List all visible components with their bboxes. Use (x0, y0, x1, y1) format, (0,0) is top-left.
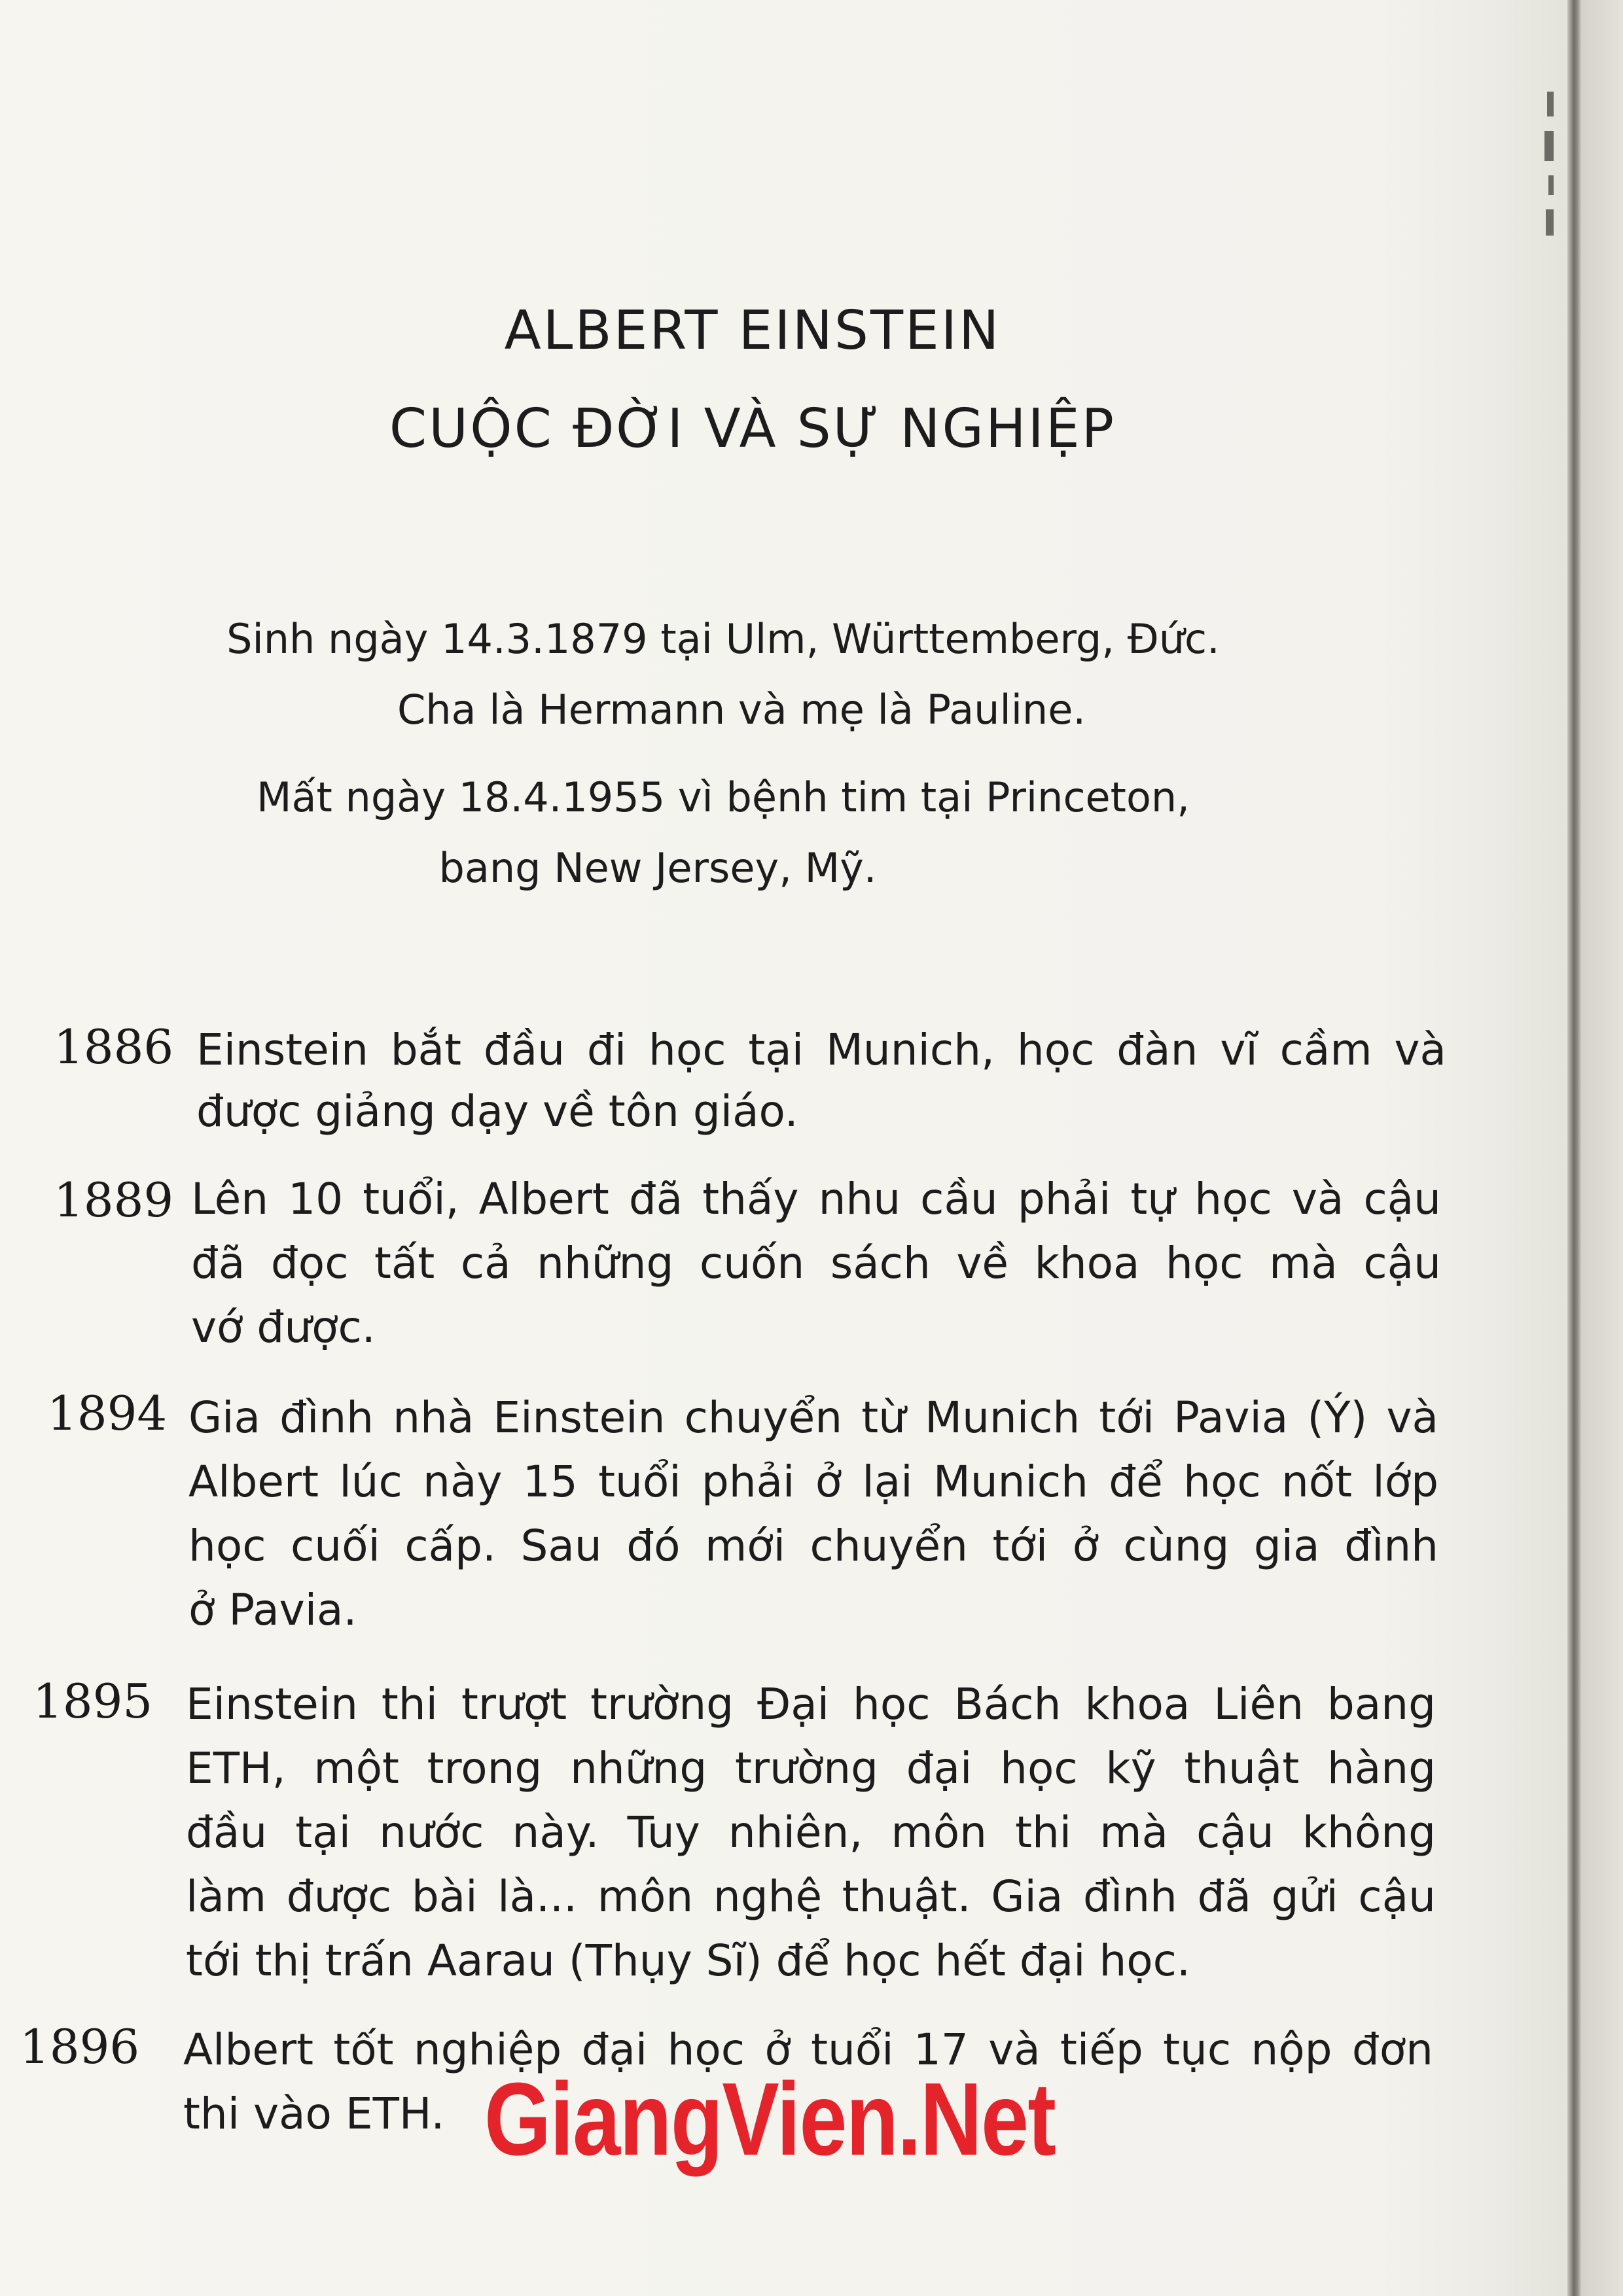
intro-line-1: Sinh ngày 14.3.1879 tại Ulm, Württemberg, Đức. (226, 615, 1220, 663)
entry-line: làm được bài là... môn nghệ thuật. Gia đình đã gửi cậu (186, 1871, 1436, 1922)
watermark: GiangVien.Net (484, 2062, 1056, 2177)
entry-year: 1895 (33, 1674, 153, 1729)
entry-line: ở Pavia. (188, 1585, 357, 1635)
title-line-2: CUỘC ĐỜI VÀ SỰ NGHIỆP (389, 398, 1116, 460)
entry-line: vớ được. (191, 1302, 376, 1352)
entry-year: 1896 (20, 2019, 140, 2074)
entry-line: đã đọc tất cả những cuốn sách về khoa học mà cậu (191, 1238, 1441, 1288)
entry-line: đầu tại nước này. Tuy nhiên, môn thi mà cậu không (186, 1807, 1436, 1858)
entry-line: Einstein thi trượt trường Đại học Bách khoa Liên bang (186, 1679, 1436, 1729)
entry-year: 1889 (54, 1173, 174, 1227)
entry-year: 1894 (47, 1386, 168, 1441)
entry-line: tới thị trấn Aarau (Thụy Sĩ) để học hết đại học. (186, 1935, 1190, 1986)
entry-line: Einstein bắt đầu đi học tại Munich, học đàn vĩ cầm và (196, 1025, 1446, 1075)
page-spine-shadow (1582, 0, 1623, 2296)
entry-line: được giảng dạy về tôn giáo. (196, 1086, 798, 1137)
title-line-1: ALBERT EINSTEIN (504, 300, 1001, 362)
entry-line: Gia đình nhà Einstein chuyển từ Munich tới Pavia (Ý) và (188, 1392, 1438, 1443)
entry-line: học cuối cấp. Sau đó mới chuyển tới ở cùng gia đình (188, 1521, 1438, 1571)
intro-line-3: Mất ngày 18.4.1955 vì bệnh tim tại Princeton, (257, 773, 1190, 821)
entry-line: Albert tốt nghiệp đại học ở tuổi 17 và tiếp tục nộp đơn (183, 2024, 1433, 2075)
intro-line-2: Cha là Hermann và mẹ là Pauline. (397, 686, 1086, 733)
entry-line: ETH, một trong những trường đại học kỹ thuật hàng (186, 1743, 1436, 1793)
entry-line: Albert lúc này 15 tuổi phải ở lại Munich để học nốt lớp (188, 1457, 1438, 1507)
page-spine-edge (1567, 0, 1582, 2296)
intro-line-4: bang New Jersey, Mỹ. (438, 844, 877, 892)
entry-line: Lên 10 tuổi, Albert đã thấy nhu cầu phải tự học và cậu (191, 1174, 1441, 1224)
entry-line: thi vào ETH. (183, 2089, 445, 2139)
entry-year: 1886 (54, 1019, 174, 1074)
spine-marks (1539, 92, 1565, 255)
